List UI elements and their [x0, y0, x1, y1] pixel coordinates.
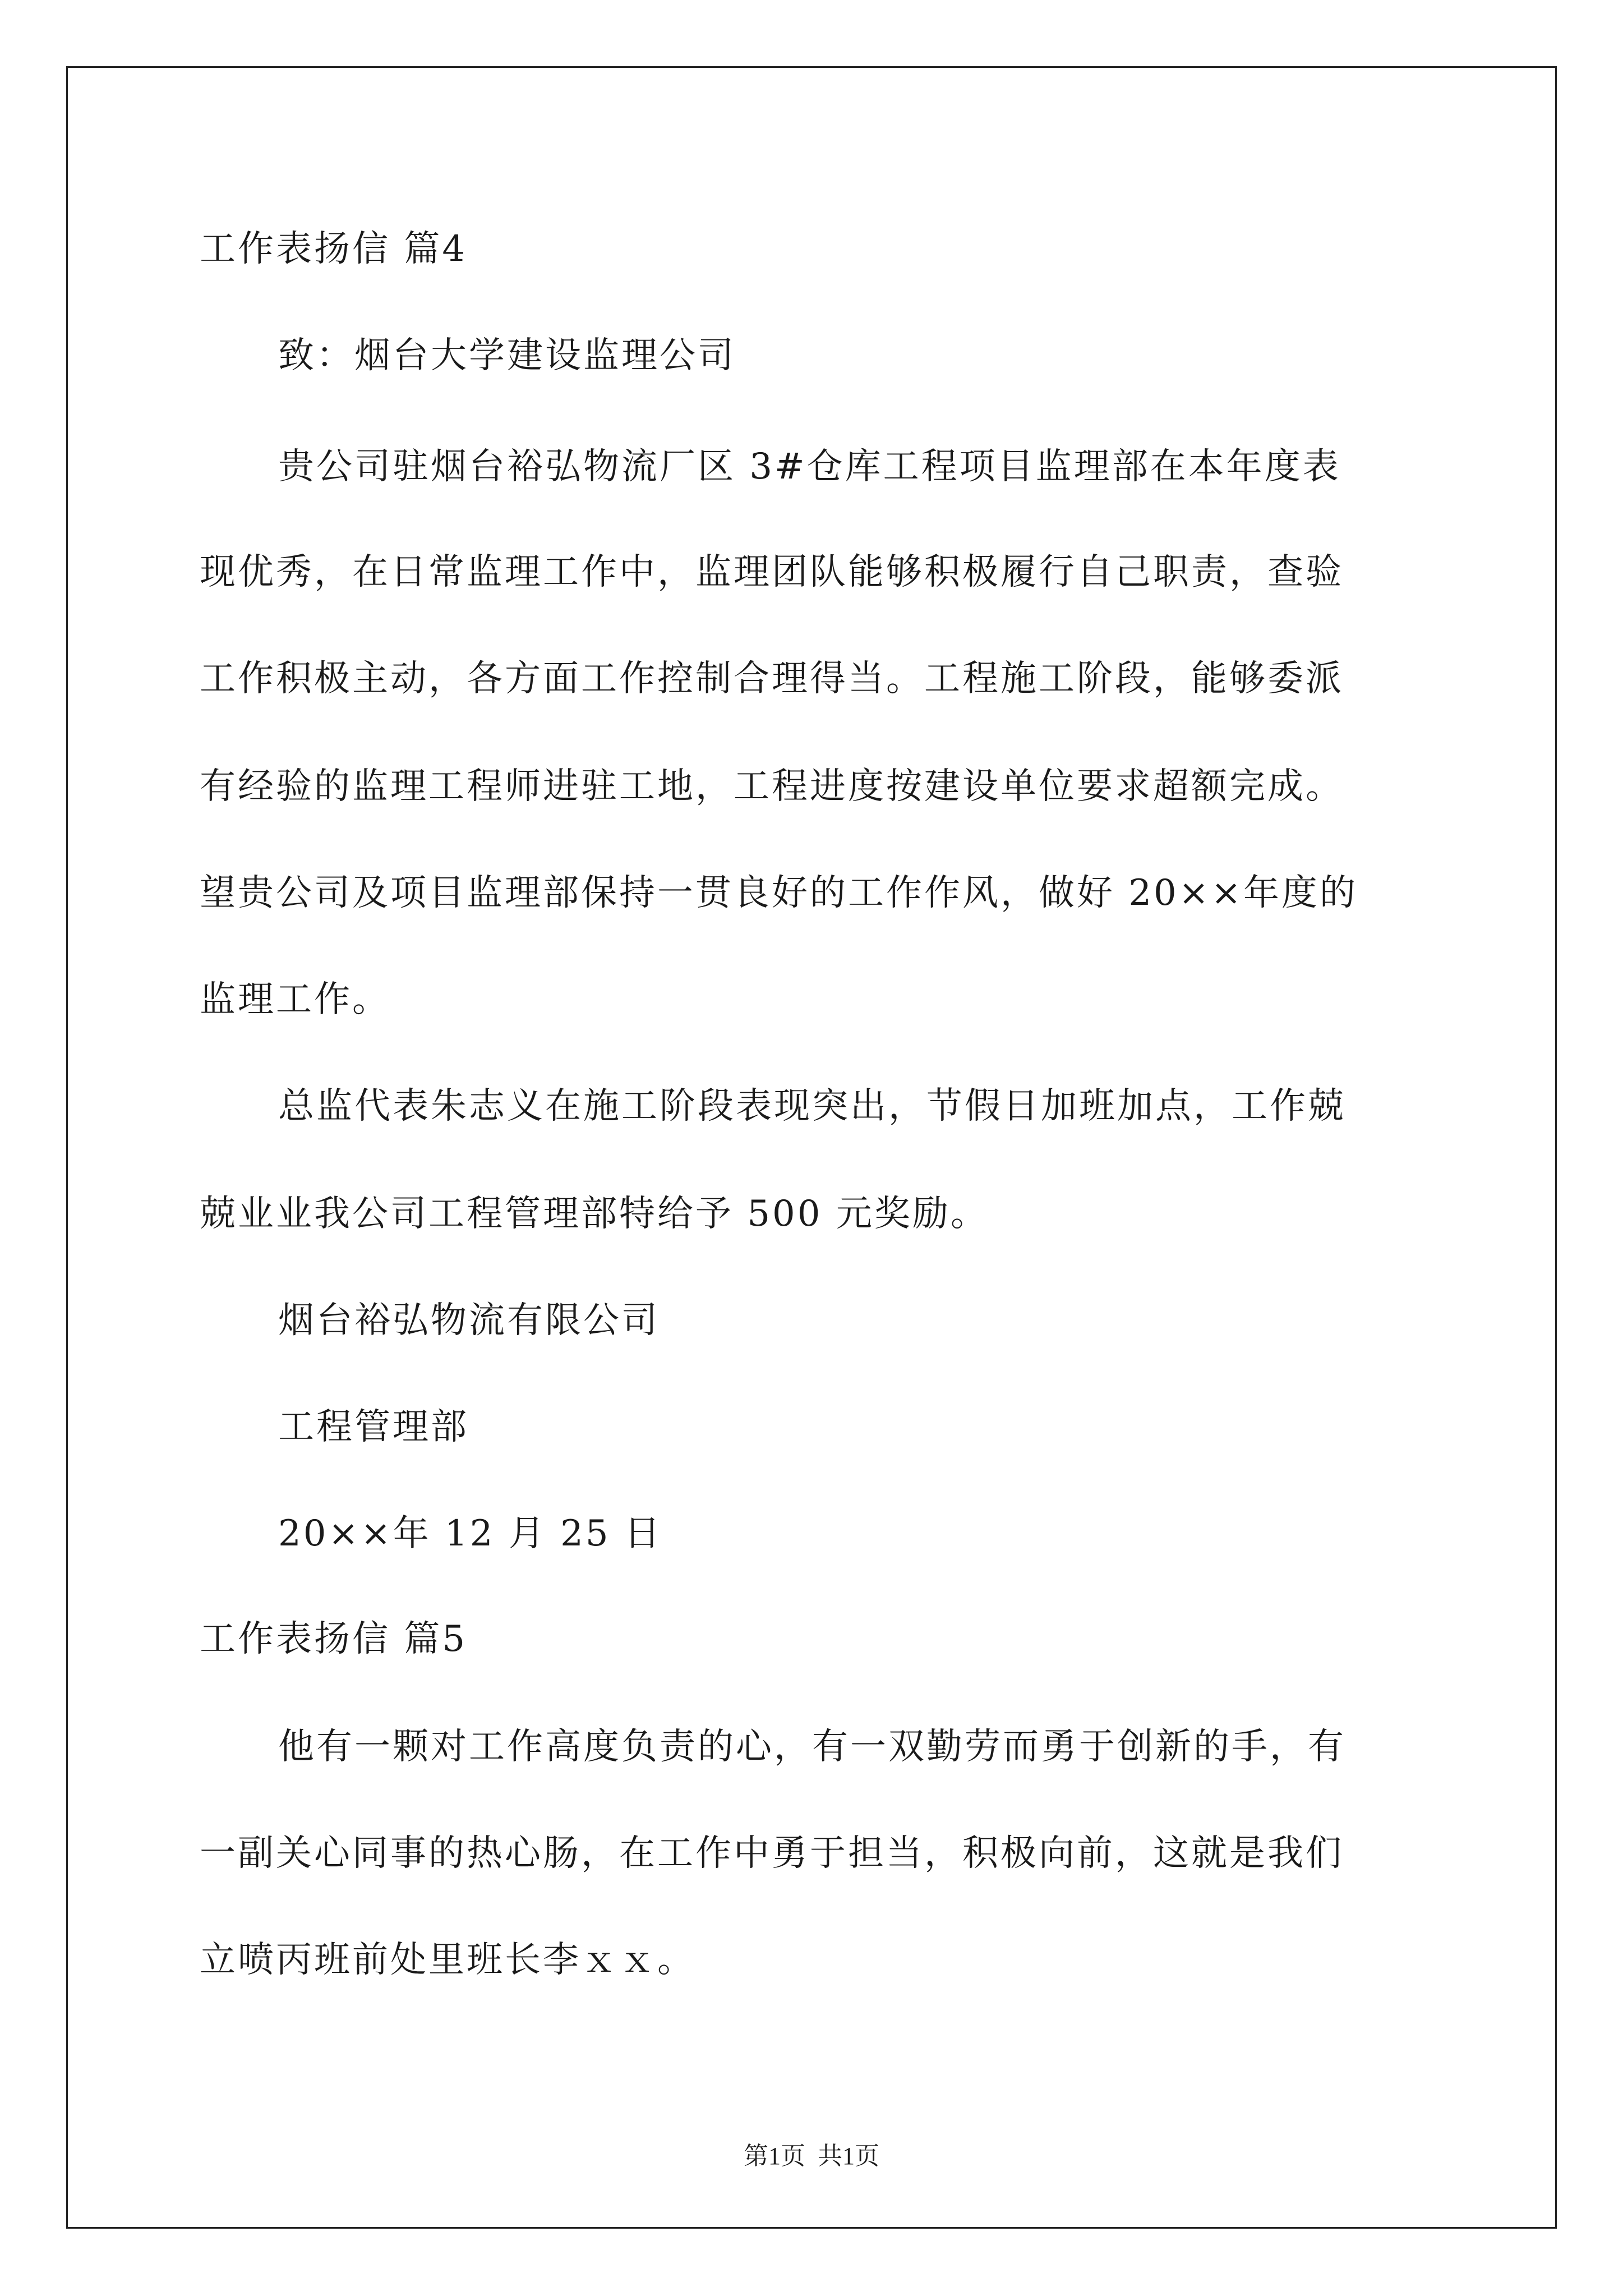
page-footer: 第1页 共1页: [744, 2142, 879, 2170]
signature-department: 工程管理部: [278, 1406, 469, 1448]
section5-title: 工作表扬信 篇5: [200, 1618, 468, 1660]
section4-para1-line3: 工作积极主动，各方面工作控制合理得当。工程施工阶段，能够委派: [200, 658, 1344, 700]
section5-para1-line1: 他有一颗对工作高度负责的心，有一双勤劳而勇于创新的手，有: [278, 1726, 1346, 1768]
section5-para1-line3: 立喷丙班前处里班长李ｘｘ。: [200, 1939, 695, 1981]
section4-salutation: 致：烟台大学建设监理公司: [278, 335, 736, 376]
section4-para2-line1: 总监代表朱志义在施工阶段表现突出，节假日加班加点，工作兢: [278, 1085, 1346, 1127]
section4-para1-line5: 望贵公司及项目监理部保持一贯良好的工作作风，做好 20××年度的: [200, 872, 1358, 914]
section4-para1-line1: 贵公司驻烟台裕弘物流厂区 3#仓库工程项目监理部在本年度表: [278, 446, 1341, 487]
signature-date: 20××年 12 月 25 日: [278, 1513, 662, 1554]
section4-para1-line2: 现优秀，在日常监理工作中，监理团队能够积极履行自己职责，查验: [200, 551, 1344, 593]
section5-para1-line2: 一副关心同事的热心肠，在工作中勇于担当，积极向前，这就是我们: [200, 1833, 1344, 1874]
section4-para1-line6: 监理工作。: [200, 979, 390, 1020]
section4-para1-line4: 有经验的监理工程师进驻工地，工程进度按建设单位要求超额完成。: [200, 766, 1344, 807]
section4-title: 工作表扬信 篇4: [200, 228, 468, 270]
page-frame: [66, 66, 1557, 2229]
signature-company: 烟台裕弘物流有限公司: [278, 1300, 660, 1341]
section4-para2-line2: 兢业业我公司工程管理部特给予 500 元奖励。: [200, 1193, 989, 1235]
